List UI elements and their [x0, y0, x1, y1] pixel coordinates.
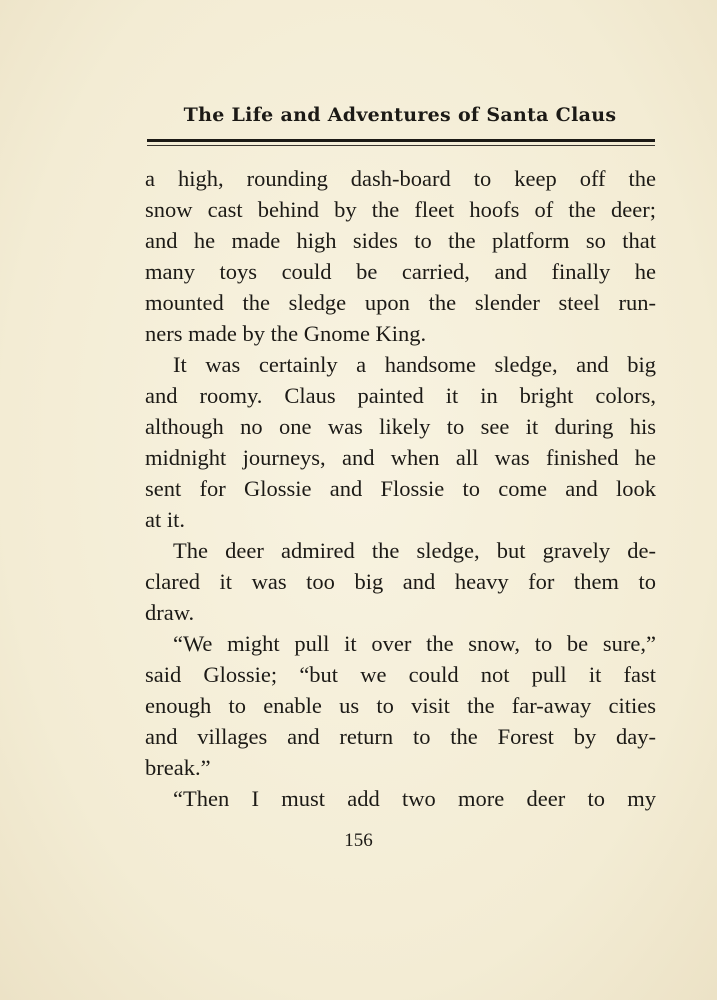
text-line: midnight journeys, and when all was finished he	[145, 445, 656, 470]
text-line: ners made by the Gnome King.	[145, 321, 427, 346]
text-line: snow cast behind by the fleet hoofs of the deer;	[145, 197, 656, 222]
body-text	[145, 163, 656, 814]
text-line: “We might pull it over the snow, to be sure,”	[173, 631, 656, 656]
paragraph-1	[145, 163, 656, 349]
text-line: although no one was likely to see it during his	[145, 414, 656, 439]
text-line: draw.	[145, 600, 195, 625]
text-line: at it.	[145, 507, 185, 532]
paragraph-3	[145, 535, 656, 628]
header-rule-thin	[147, 145, 655, 146]
text-line: and he made high sides to the platform so that	[145, 228, 656, 253]
text-line: and villages and return to the Forest by day-	[145, 724, 656, 749]
text-line: and roomy. Claus painted it in bright colors,	[145, 383, 656, 408]
text-line: The deer admired the sledge, but gravely de-	[173, 538, 656, 563]
paragraph-2	[145, 349, 656, 535]
paragraph-5	[145, 783, 656, 814]
header-rule-thick	[147, 139, 655, 142]
text-line: a high, rounding dash-board to keep off the	[145, 166, 656, 191]
paragraph-4	[145, 628, 656, 783]
text-line: “Then I must add two more deer to my	[173, 786, 656, 811]
text-line: break.”	[145, 755, 211, 780]
text-line: enough to enable us to visit the far-away cities	[145, 693, 656, 718]
running-header: The Life and Adventures of Santa Claus	[183, 104, 617, 126]
text-line: sent for Glossie and Flossie to come and look	[145, 476, 656, 501]
text-line: It was certainly a handsome sledge, and big	[173, 352, 656, 377]
text-line: clared it was too big and heavy for them to	[145, 569, 656, 594]
text-line: mounted the sledge upon the slender steel run-	[145, 290, 656, 315]
page-number: 156	[344, 830, 373, 851]
text-line: many toys could be carried, and finally he	[145, 259, 656, 284]
text-line: said Glossie; “but we could not pull it fast	[145, 662, 656, 687]
